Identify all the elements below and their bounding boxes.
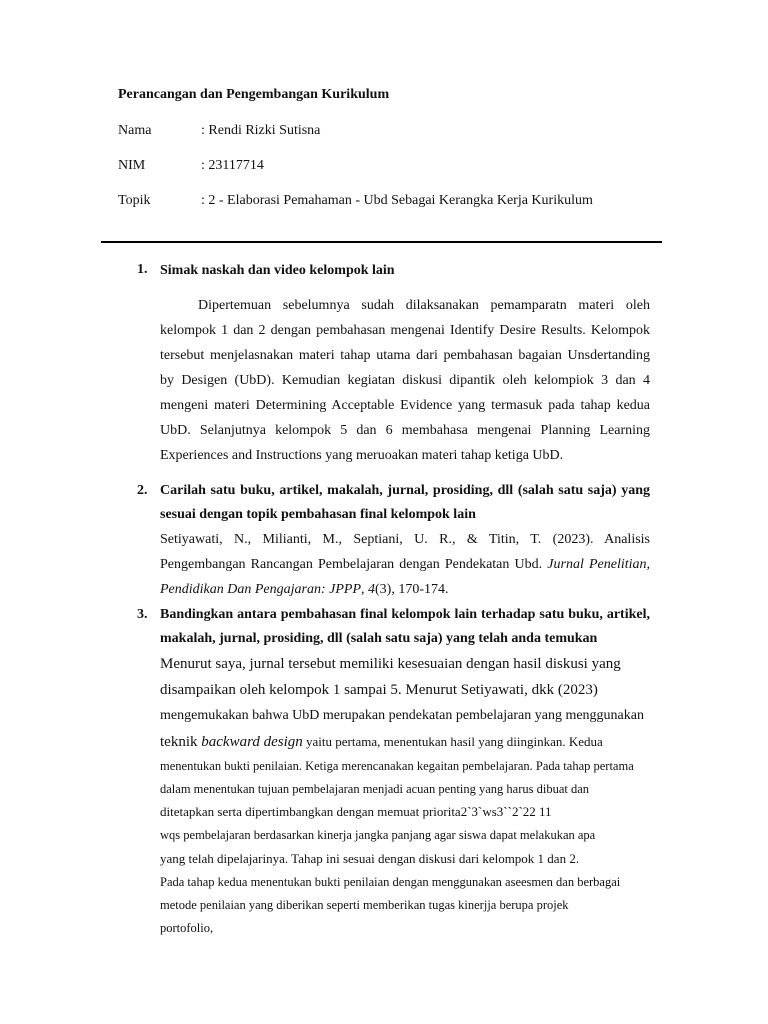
reference-issue-pages: (3), 170-174.: [375, 582, 449, 597]
section-2-number: 2.: [137, 483, 148, 498]
reference-separator: ,: [361, 582, 369, 597]
reference-text: [160, 527, 650, 602]
document-title: Perancangan dan Pengembangan Kurikulum: [118, 87, 390, 102]
topic-label: Topik: [118, 193, 151, 208]
section-3-line-9: yang telah dipelajarinya. Tahap ini sesuai dengan diskusi dari kelompok 1 dan 2.: [160, 851, 580, 866]
section-1-number: 1.: [137, 262, 148, 277]
line-4-italic-term: backward design: [201, 734, 303, 750]
section-3-number: 3.: [137, 607, 148, 622]
section-3-line-10: Pada tahap kedua menentukan bukti penilaian dengan menggunakan aseesmen dan berbagai: [160, 875, 621, 889]
horizontal-divider: [101, 241, 662, 243]
section-3-line-4: [160, 734, 650, 751]
section-1-body: [160, 293, 650, 468]
section-3-line-5: menentukan bukti penilaian. Ketiga merencanakan kegaitan pembelajaran. Pada tahap pertama: [160, 759, 634, 773]
section-3-line-11: metode penilaian yang diberikan seperti memberikan tugas kinerjja berupa projek: [160, 898, 569, 912]
nim-label: NIM: [118, 158, 146, 173]
name-value: : Rendi Rizki Sutisna: [201, 123, 321, 138]
reference-authors-title: Setiyawati, N., Milianti, M., Septiani, U. R., & Titin, T. (2023). Analisis Pengembangan Rancangan Pembelajaran dengan Pendekatan Ubd.: [160, 532, 650, 572]
section-2-reference: [160, 527, 650, 602]
line-4-prefix: teknik: [160, 734, 202, 750]
section-3-line-7: ditetapkan serta dipertimbangkan dengan memuat priorita2`3`ws3``2`22 11: [160, 804, 552, 819]
section-3-heading: Bandingkan antara pembahasan final kelompok lain terhadap satu buku, artikel, makalah, jurnal, prosiding, dll (salah satu saja) yang telah anda temukan: [160, 607, 650, 646]
section-3-line-2: disampaikan oleh kelompok 1 sampai 5. Menurut Setiyawati, dkk (2023): [160, 682, 598, 698]
section-1-paragraph: Dipertemuan sebelumnya sudah dilaksanakan pemamparatn materi oleh kelompok 1 dan 2 dengan pembahasan mengenai Identify Desire Results. Kelompok tersebut menjelasnakan materi tahap utama dari pembahasan bagaian Unsdertanding by Desigen (UbD). Kemudian kegiatan diskusi dipantik oleh kelompiok 3 dan 4 mengeni materi Determining Acceptable Evidence yang termasuk pada tahap kedua UbD. Selanjutnya kelompok 5 dan 6 membahasa mengenai Planning Learning Experiences and Instructions yang meruoakan materi tahap ketiga UbD.: [160, 298, 650, 463]
reference-volume: 4: [368, 582, 376, 597]
section-3-line-8: wqs pembelajaran berdasarkan kinerja jangka panjang agar siswa dapat melakukan apa: [160, 828, 596, 842]
section-3-line-6: dalam menentukan tujuan pembelajaran menjadi acuan penting yang harus dibuat dan: [160, 782, 590, 796]
nim-value: : 23117714: [201, 158, 264, 173]
line-4-suffix: yaitu pertama, menentukan hasil yang diinginkan. Kedua: [302, 734, 603, 749]
topic-value: : 2 - Elaborasi Pemahaman - Ubd Sebagai Kerangka Kerja Kurikulum: [201, 193, 593, 208]
section-2-heading: Carilah satu buku, artikel, makalah, jurnal, prosiding, dll (salah satu saja) yang sesuai dengan topik pembahasan final kelompok lain: [160, 483, 650, 522]
section-3-line-3: mengemukakan bahwa UbD merupakan pendekatan pembelajaran yang menggunakan: [160, 708, 644, 723]
section-3-line-1: Menurut saya, jurnal tersebut memiliki kesesuaian dengan hasil diskusi yang: [160, 656, 621, 672]
section-1-heading: Simak naskah dan video kelompok lain: [160, 263, 395, 278]
section-3-line-12: portofolio,: [160, 921, 214, 935]
name-label: Nama: [118, 123, 152, 138]
reference-journal: Jurnal Penelitian, Pendidikan Dan Pengajaran: JPPP: [160, 557, 651, 597]
